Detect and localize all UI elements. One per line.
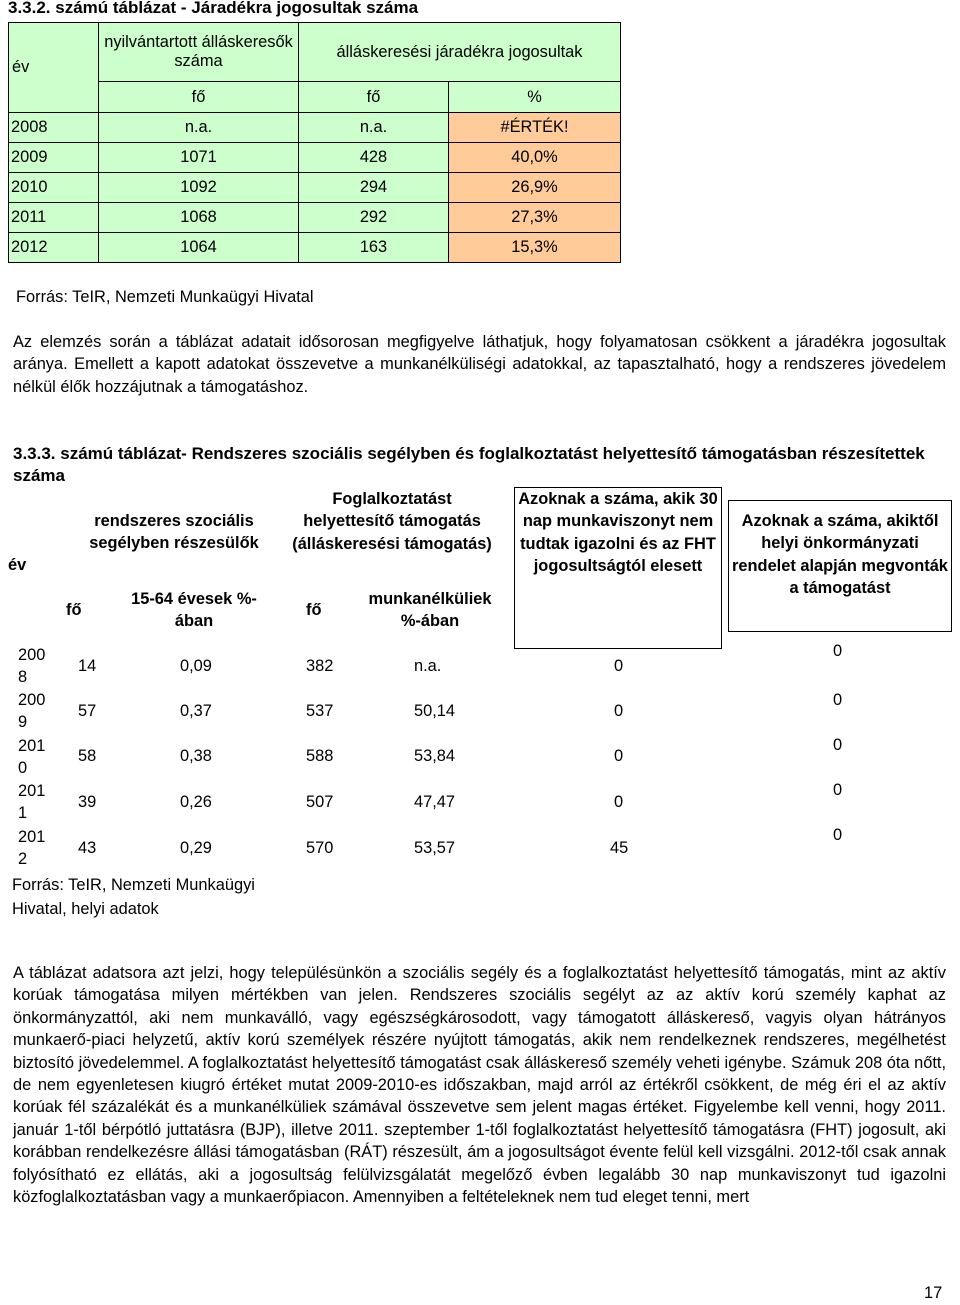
rszs-cell: 43	[78, 839, 97, 857]
entitled-cell: n.a.	[299, 113, 449, 143]
revoked-cell: 0	[833, 826, 843, 844]
revoked-cell: 0	[833, 781, 843, 799]
age-cell: 0,38	[180, 747, 212, 765]
year-cell: 2012	[9, 233, 99, 263]
fht-cell: 588	[306, 747, 334, 765]
entitled-cell: 428	[299, 143, 449, 173]
rszs-cell: 58	[78, 747, 97, 765]
pct-cell: 26,9%	[449, 173, 621, 203]
year-cell: 2008	[9, 113, 99, 143]
unemp-cell: 53,84	[414, 747, 456, 765]
unemp-cell: n.a.	[414, 657, 442, 675]
year-cell: 2011	[9, 203, 99, 233]
registered-cell: 1068	[99, 203, 299, 233]
age-cell: 0,29	[180, 839, 212, 857]
table2-header-fht: Foglalkoztatást helyettesítő támogatás (álláskeresési támogatás)	[292, 490, 492, 553]
age-cell: 0,26	[180, 793, 212, 811]
table2-header-revoked: Azoknak a száma, akiktől helyi önkormányzati rendelet alapján megvonták a támogatást	[732, 512, 948, 598]
header-pct: %	[449, 82, 621, 113]
entitled-cell: 294	[299, 173, 449, 203]
table2-header-unemp: munkanélküliek %-ában	[368, 590, 492, 631]
lost-cell: 0	[614, 793, 624, 811]
pct-cell: 40,0%	[449, 143, 621, 173]
year-cell: 0	[18, 759, 28, 777]
table2-header-fo: fő	[306, 601, 322, 619]
unemp-cell: 50,14	[414, 702, 456, 720]
unemp-cell: 47,47	[414, 793, 456, 811]
year-cell: 8	[18, 668, 28, 686]
year-cell: 1	[18, 804, 28, 822]
fht-cell: 507	[306, 793, 334, 811]
table1-source: Forrás: TeIR, Nemzeti Munkaügyi Hivatal	[16, 288, 314, 306]
pct-cell: 27,3%	[449, 203, 621, 233]
fht-cell: 570	[306, 839, 334, 857]
table1-subheader-row	[9, 82, 621, 113]
paragraph-2: A táblázat adatsora azt jelzi, hogy településünkön a szociális segély és a foglalkoztatást helyettesítő támogatás, mint az aktív korúak támogatása milyen mértékben van jelen. Rendszeres szociális segélyt az az aktív korú személy kaphat az önkormányzattól, aki nem munkaválló, vagy egészségkárosodott, vagy támogatott álláskereső, vagyis olyan hátrányos munkaerő-piaci helyzetű, aktív korú személyek részére nyújtott támogatás, akik nem rendelkeznek rendszeres, megélhetést biztosító jövedelemmel. A foglalkoztatást helyettesítő támogatást csak álláskereső személy veheti igénybe. Számuk 208 óta nőtt, de nem egyenletesen kiugró értéket mutat 2009-2010-es időszakban, majd arról az értékről csökkent, de még éri el az aktív korúak fél százalékát és a munkanélküliek számával összevetve sem jelent magas értéket. Figyelembe kell venni, hogy 2011. január 1-től bérpótló juttatásra (BJP), illetve 2011. szeptember 1-től foglalkoztatást helyettesítő támogatásra (FHT) jogosult, aki korábban rendelkezésre állási támogatásban (RÁT) részesült, ám a jogosultságot évente felül kell vizsgálni. 2012-től csak annak folyósítható ez ellátás, aki a jogosultság felülvizsgálatát megelőző évben legalább 30 nap munkaviszonyt tud igazolni közfoglalkoztatásban vagy a munkaerőpiacon. Amennyiben a feltételeknek nem tud eleget tenni, mert	[13, 964, 946, 1207]
lost-cell: 45	[610, 839, 629, 857]
header-fo: fő	[299, 82, 449, 113]
paragraph-1: Az elemzés során a táblázat adatait idősorosan megfigyelve láthatjuk, hogy folyamatosan csökkent a járadékra jogosultak aránya. Emellett a kapott adatokat összevetve a munkanélküliségi adatokkal, az tapasztalható, hogy a rendszeres jövedelem nélkül élők hozzájutnak a támogatáshoz.	[13, 333, 946, 396]
header-fo: fő	[99, 82, 299, 113]
pct-cell: 15,3%	[449, 233, 621, 263]
header-entitled: álláskeresési járadékra jogosultak	[299, 23, 621, 82]
lost-cell: 0	[614, 747, 624, 765]
year-cell: 201	[18, 828, 46, 846]
table-row	[9, 113, 621, 143]
year-cell: 200	[18, 691, 46, 709]
lost-cell: 0	[614, 657, 624, 675]
entitled-cell: 163	[299, 233, 449, 263]
entitled-cell: 292	[299, 203, 449, 233]
registered-cell: 1071	[99, 143, 299, 173]
fht-cell: 382	[306, 657, 334, 675]
registered-cell: 1092	[99, 173, 299, 203]
year-cell: 9	[18, 713, 28, 731]
table1	[8, 22, 621, 263]
table2-header-rszs: rendszeres szociális segélyben részesülők	[89, 512, 259, 553]
lost-cell: 0	[614, 702, 624, 720]
fht-cell: 537	[306, 702, 334, 720]
pct-cell: #ÉRTÉK!	[449, 113, 621, 143]
table-row	[9, 143, 621, 173]
year-cell: 2	[18, 850, 28, 868]
header-registered: nyilvántartott álláskeresők száma	[99, 23, 299, 82]
table-row	[9, 233, 621, 263]
table2-header-fo: fő	[66, 601, 82, 619]
table2-header-age: 15-64 évesek %-ában	[131, 590, 257, 631]
table2-header-year: év	[8, 556, 27, 574]
header-year: év	[9, 23, 99, 113]
table2-header-lost: Azoknak a száma, akik 30 nap munkaviszonyt nem tudtak igazolni és az FHT jogosultságtól elesett	[518, 490, 718, 576]
year-cell: 201	[18, 737, 46, 755]
revoked-cell: 0	[833, 642, 843, 660]
table2-source: Forrás: TeIR, Nemzeti Munkaügyi Hivatal, helyi adatok	[12, 876, 255, 918]
age-cell: 0,37	[180, 702, 212, 720]
registered-cell: n.a.	[99, 113, 299, 143]
rszs-cell: 39	[78, 793, 97, 811]
unemp-cell: 53,57	[414, 839, 456, 857]
year-cell: 2010	[9, 173, 99, 203]
revoked-cell: 0	[833, 736, 843, 754]
table-row	[9, 173, 621, 203]
revoked-cell: 0	[833, 691, 843, 709]
page-number: 17	[924, 1284, 943, 1302]
table2-title: 3.3.3. számú táblázat- Rendszeres szociális segélyben és foglalkoztatást helyettesítő támogatásban részesítettek száma	[13, 444, 925, 485]
registered-cell: 1064	[99, 233, 299, 263]
age-cell: 0,09	[180, 657, 212, 675]
year-cell: 2009	[9, 143, 99, 173]
year-cell: 200	[18, 646, 46, 664]
year-cell: 201	[18, 782, 46, 800]
table-row	[9, 203, 621, 233]
table1-title: 3.3.2. számú táblázat - Járadékra jogosultak száma	[8, 0, 419, 17]
rszs-cell: 14	[78, 657, 97, 675]
rszs-cell: 57	[78, 702, 97, 720]
table1-header-row	[9, 23, 621, 82]
